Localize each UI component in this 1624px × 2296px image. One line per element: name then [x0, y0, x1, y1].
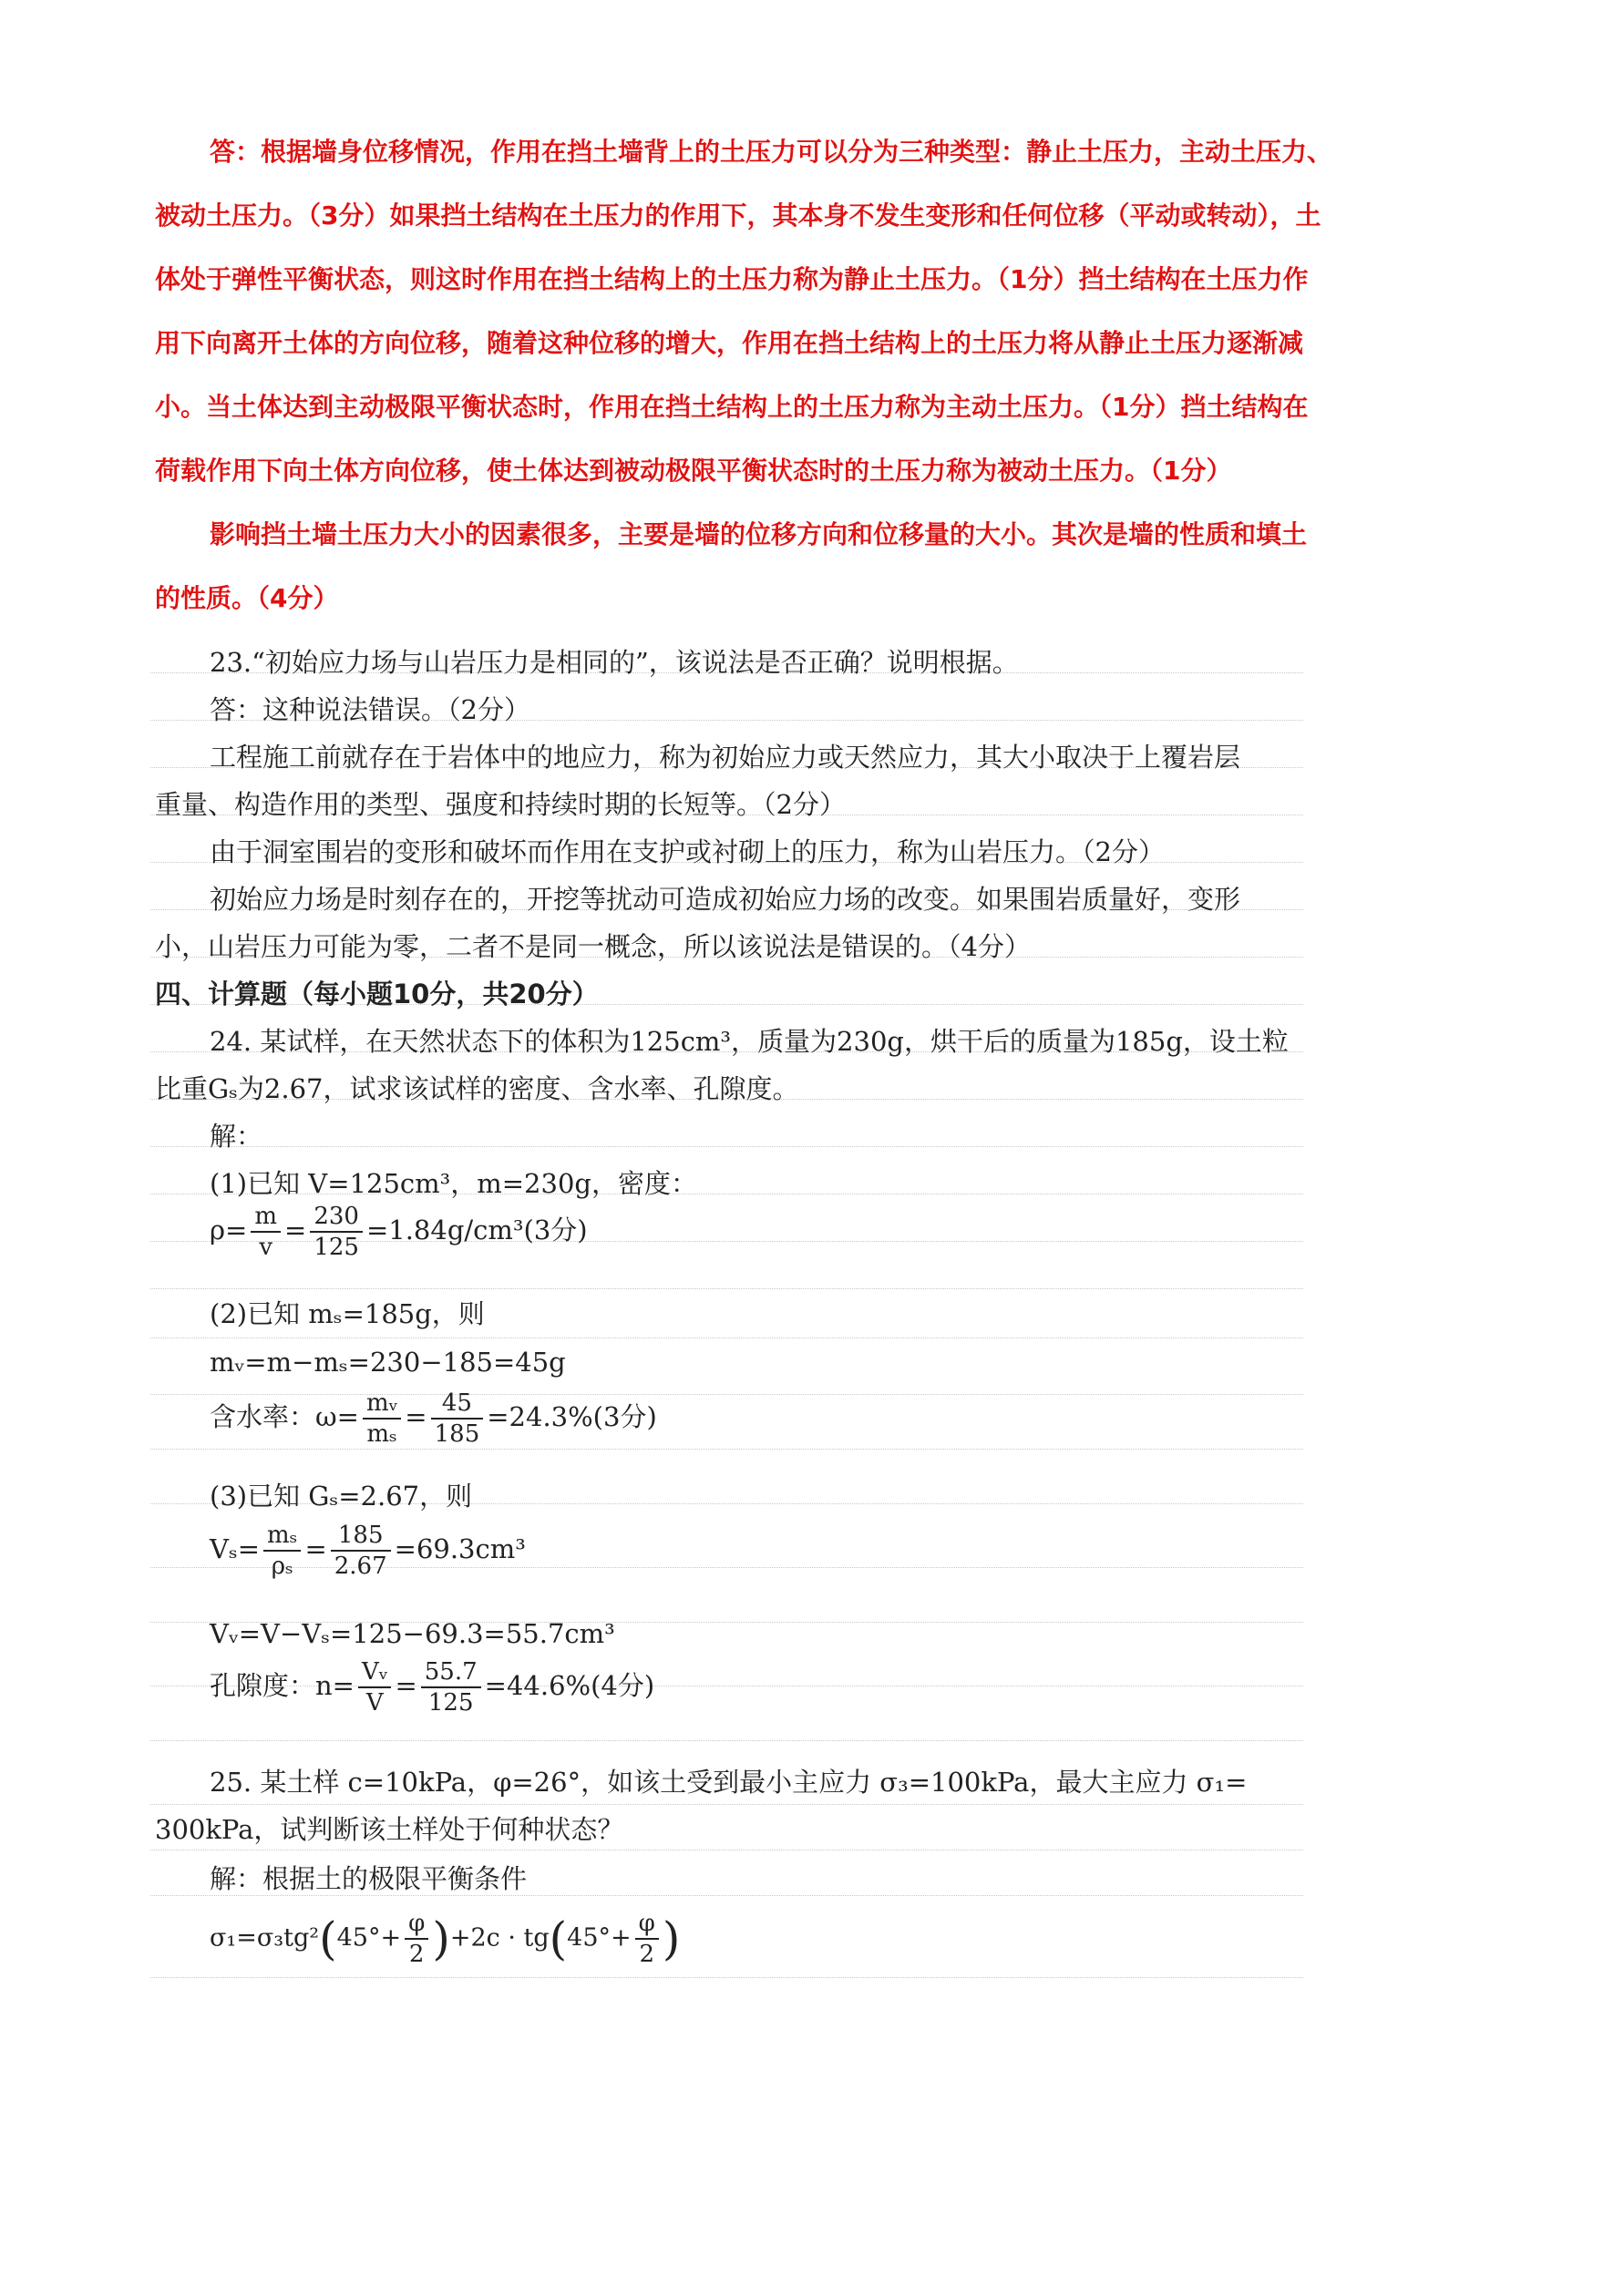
numerator: 45 [431, 1391, 484, 1420]
formula-part: +2c · tg [449, 1923, 550, 1953]
formula-rhs: =1.84g/cm³(3分) [365, 1215, 588, 1245]
formula-rhs: =44.6%(4分) [484, 1670, 655, 1701]
fraction [363, 1391, 401, 1446]
denominator: 2.67 [334, 1553, 387, 1580]
numerator: φ [635, 1912, 659, 1940]
limit-equilibrium-formula [210, 1912, 680, 1966]
formula-lhs: Vₛ= [210, 1533, 261, 1564]
fraction [635, 1912, 659, 1966]
q23-para2: 由于洞室围岩的变形和破坏而作用在支护或衬砌上的压力，称为山岩压力。（2分） [210, 836, 1165, 867]
fraction [358, 1660, 391, 1715]
fraction [421, 1660, 481, 1715]
q23-para3a: 初始应力场是时刻存在的，开挖等扰动可造成初始应力场的改变。如果围岩质量好，变形 [210, 884, 1241, 915]
q25-solution: 解：根据土的极限平衡条件 [210, 1863, 528, 1894]
paren-close: ) [432, 1912, 450, 1965]
q23-para1a: 工程施工前就存在于岩体中的地应力，称为初始应力或天然应力，其大小取决于上覆岩层 [210, 742, 1241, 773]
q24-step2: (2)已知 mₛ=185g，则 [210, 1298, 485, 1329]
fraction [310, 1204, 363, 1259]
red-answer-line: 小。当土体达到主动极限平衡状态时，作用在挡土结构上的土压力称为主动土压力。（1分）挡土结构在 [155, 392, 1309, 422]
formula-part: 45°+ [336, 1923, 402, 1953]
paren-close: ) [662, 1912, 681, 1965]
formula-rhs: =24.3%(3分) [487, 1401, 657, 1432]
water-mass: mᵥ=m−mₛ=230−185=45g [210, 1347, 566, 1378]
denominator: 2 [408, 1941, 425, 1968]
denominator: 2 [639, 1941, 655, 1968]
formula-lhs: 孔隙度：n= [210, 1670, 355, 1701]
numerator: mₛ [263, 1523, 301, 1552]
q24-solution-label: 解： [210, 1121, 263, 1152]
q23-para1b: 重量、构造作用的类型、强度和持续时期的长短等。（2分） [155, 789, 846, 820]
fraction [431, 1391, 484, 1446]
q23-para3b: 小，山岩压力可能为零，二者不是同一概念，所以该说法是错误的。（4分） [155, 931, 1031, 962]
red-answer-line: 的性质。（4分） [155, 583, 339, 613]
dotted-rule [150, 1449, 1303, 1450]
numerator: m [251, 1204, 281, 1233]
denominator: 185 [434, 1420, 480, 1448]
formula-lhs: ρ= [210, 1215, 248, 1245]
solid-volume-formula: Vₛ= $\frac{\text{mₛ}}{\text{ρₛ}}$ = $\frac{185}{2.67}$ =69.3cm³ [210, 1522, 526, 1580]
density-formula: ρ= $\frac{m}{v}$ = $\frac{230}{125}$ =1.84g/cm³(3分) [210, 1203, 588, 1261]
denominator: mₛ [366, 1420, 397, 1448]
red-answer-line: 用下向离开土体的方向位移，随着这种位移的增大，作用在挡土结构上的土压力将从静止土压力逐渐减 [155, 328, 1304, 358]
water-content-formula: 含水率：ω= $\frac{\text{mᵥ}}{\text{mₛ}}$ = $\frac{45}{185}$ =24.3%(3分) [210, 1389, 657, 1448]
red-answer-line: 影响挡土墙土压力大小的因素很多，主要是墙的位移方向和位移量的大小。其次是墙的性质和填土 [210, 519, 1308, 549]
q24-step1: (1)已知 V=125cm³，m=230g，密度： [210, 1168, 697, 1199]
porosity-formula: 孔隙度：n= $\frac{\text{Vᵥ}}{V}$ = $\frac{55.7}{125}$ =44.6%(4分) [210, 1658, 655, 1717]
denominator: 125 [313, 1234, 359, 1261]
red-answer-line: 荷载作用下向土体方向位移，使土体达到被动极限平衡状态时的土压力称为被动土压力。（1分） [155, 456, 1232, 486]
formula-rhs: =69.3cm³ [394, 1533, 526, 1564]
red-answer-line: 答：根据墙身位移情况，作用在挡土墙背上的土压力可以分为三种类型：静止土压力，主动土压力、 [210, 137, 1333, 167]
numerator: φ [405, 1912, 428, 1940]
dotted-rule [150, 1146, 1303, 1147]
fraction [331, 1523, 391, 1578]
section-heading: 四、计算题（每小题10分，共20分） [155, 979, 599, 1010]
numerator: 55.7 [421, 1660, 481, 1688]
formula-part: 45°+ [567, 1923, 632, 1953]
numerator: Vᵥ [358, 1660, 391, 1688]
denominator: v [259, 1234, 273, 1261]
q23-answer: 答：这种说法错误。（2分） [210, 694, 530, 725]
formula-lhs: 含水率：ω= [210, 1401, 359, 1432]
dotted-rule [150, 1288, 1303, 1289]
void-volume: Vᵥ=V−Vₛ=125−69.3=55.7cm³ [210, 1618, 615, 1649]
numerator: mᵥ [363, 1391, 401, 1420]
dotted-rule [150, 1977, 1303, 1978]
fraction [263, 1523, 301, 1578]
denominator: V [365, 1689, 384, 1717]
q24-question-a: 24. 某试样，在天然状态下的体积为125cm³，质量为230g，烘干后的质量为185g，设土粒 [210, 1026, 1289, 1057]
fraction [251, 1204, 281, 1259]
fraction [405, 1912, 428, 1966]
paren-open: ( [549, 1912, 568, 1965]
dotted-rule [150, 1804, 1303, 1805]
paren-open: ( [319, 1912, 337, 1965]
denominator: 125 [427, 1689, 474, 1717]
q25-question-a: 25. 某土样 c=10kPa，φ=26°，如该土受到最小主应力 σ₃=100kPa，最大主应力 σ₁= [210, 1767, 1248, 1798]
q24-step3: (3)已知 Gₛ=2.67，则 [210, 1481, 473, 1512]
formula-part: σ₁=σ₃tg² [210, 1923, 320, 1953]
red-answer-line: 被动土压力。（3分）如果挡土结构在土压力的作用下，其本身不发生变形和任何位移（平动或转动），土 [155, 200, 1321, 231]
numerator: 185 [331, 1523, 391, 1552]
denominator: ρₛ [271, 1553, 293, 1580]
q23-question: 23.“初始应力场与山岩压力是相同的”，该说法是否正确？说明根据。 [210, 647, 1019, 678]
q24-question-b: 比重Gₛ为2.67，试求该试样的密度、含水率、孔隙度。 [155, 1073, 799, 1104]
dotted-rule [150, 1740, 1303, 1741]
q25-question-b: 300kPa，试判断该土样处于何种状态？ [155, 1814, 624, 1845]
red-answer-line: 体处于弹性平衡状态，则这时作用在挡土结构上的土压力称为静止土压力。（1分）挡土结构在土压力作 [155, 264, 1309, 294]
numerator: 230 [310, 1204, 363, 1233]
